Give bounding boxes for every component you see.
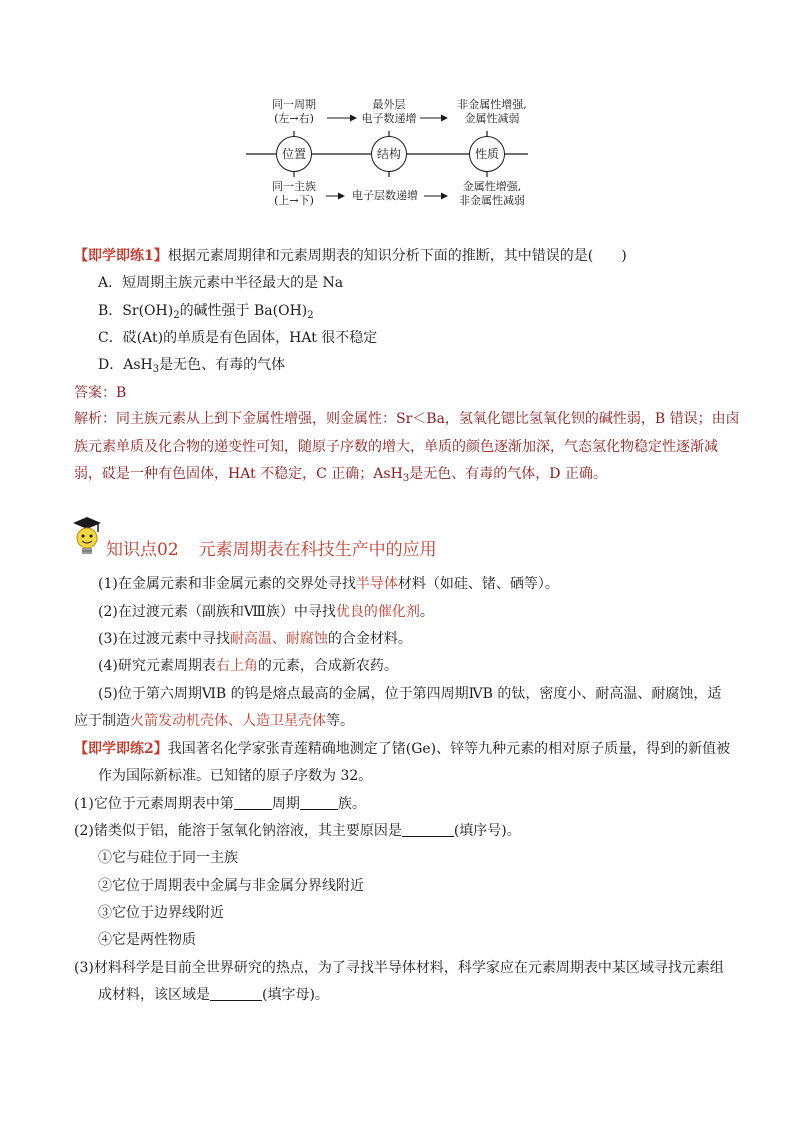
circle-structure: 结构 (371, 136, 407, 172)
q1-stem (74, 246, 627, 266)
diagram-period-label: 同一周期 (左→右) (272, 98, 316, 125)
q2-option-2: ②它位于周期表中金属与非金属分界线附近 (98, 878, 364, 894)
q1-tag: 【即学即练1】 (74, 248, 168, 264)
q1-analysis-line2: 族元素单质及化合物的递变性可知，随原子序数的增大，单质的颜色逐渐加深，气态氢化物稳定性逐渐减 (74, 439, 718, 455)
answer-blank-period[interactable] (234, 795, 272, 810)
answer-blank-reason[interactable] (402, 822, 454, 837)
answer-blank-region[interactable] (210, 986, 262, 1001)
point-1: (1)在金属元素和非金属元素的交界处寻找半导体材料（如硅、锗、硒等）。 (98, 576, 559, 592)
point-2: (2)在过渡元素（副族和Ⅷ族）中寻找优良的催化剂。 (98, 604, 434, 620)
q2-sub3-line2: 成材料，该区域是 (填字母)。 (98, 987, 329, 1003)
diagram-group-label: 同一主族 (上→下) (272, 180, 316, 207)
diagram-outer-electrons-label: 最外层 电子数递增 (361, 98, 417, 125)
point-4: (4)研究元素周期表右上角的元素，合成新农药。 (98, 658, 398, 674)
diagram-nonmetal-increase-label: 非金属性增强, 金属性减弱 (457, 98, 527, 125)
q1-stem-text: 根据元素周期律和元素周期表的知识分析下面的推断，其中错误的是( ) (167, 248, 627, 264)
point-5-line1: (5)位于第六周期ⅥB 的钨是熔点最高的金属，位于第四周期ⅣB 的钛，密度小、耐高温、耐腐蚀，适 (98, 686, 722, 702)
q1-analysis-line1: 解析：同主族元素从上到下金属性增强，则金属性：Sr＜Ba，氢氧化锶比氢氧化钡的碱性弱，B 错误；由卤 (74, 411, 740, 427)
q2-stem-line2: 作为国际新标准。已知锗的原子序数为 32。 (98, 768, 373, 784)
q2-sub2: (2)锗类似于铝，能溶于氢氧化钠溶液，其主要原因是 (填序号)。 (74, 823, 521, 839)
q1-answer: 答案：B (74, 385, 127, 401)
q2-stem-line1: 【即学即练2】我国著名化学家张青莲精确地测定了锗(Ge)、锌等九种元素的相对原子质量，得到的新值被 (74, 741, 731, 757)
q1-option-b: B．$Sr(OH)_2$的碱性强于 $Ba(OH)_2$ (98, 303, 314, 321)
q2-tag: 【即学即练2】 (74, 741, 168, 757)
q1-option-d: D．AsH$_3$是无色、有毒的气体 (98, 357, 286, 375)
circle-property: 性质 (469, 136, 505, 172)
q2-sub3-line1: (3)材料科学是目前全世界研究的热点，为了寻找半导体材料，科学家应在元素周期表中某区域寻找元素组 (74, 960, 724, 976)
q1-option-a: A．短周期主族元素中半径最大的是 Na (98, 275, 344, 291)
q2-option-3: ③它位于边界线附近 (98, 905, 224, 921)
scholar-bulb-icon (70, 514, 104, 558)
point-3: (3)在过渡元素中寻找耐高温、耐腐蚀的合金材料。 (98, 631, 412, 647)
diagram-metal-increase-label: 金属性增强, 非金属性减弱 (459, 180, 525, 207)
section-title-text: 元素周期表在科技生产中的应用 (198, 540, 437, 560)
point-5-line2: 应于制造火箭发动机壳体、人造卫星壳体等。 (74, 713, 354, 729)
answer-blank-group[interactable] (300, 795, 338, 810)
q2-option-1: ①它与硅位于同一主族 (98, 850, 238, 866)
q2-sub1: (1)它位于元素周期表中第 周期 族。 (74, 796, 366, 812)
diagram-shells-label: 电子层数递增 (352, 189, 418, 202)
section-number: 知识点02 (106, 540, 179, 560)
circle-position: 位置 (276, 136, 312, 172)
q1-option-c: C．砹(At)的单质是有色固体，HAt 很不稳定 (98, 330, 378, 346)
q1-analysis-line3: 弱，砹是一种有色固体，HAt 不稳定，C 正确；AsH$_3$是无色、有毒的气体，D 正确。 (74, 466, 607, 484)
q2-option-4: ④它是两性物质 (98, 932, 196, 948)
section-title (106, 539, 437, 561)
